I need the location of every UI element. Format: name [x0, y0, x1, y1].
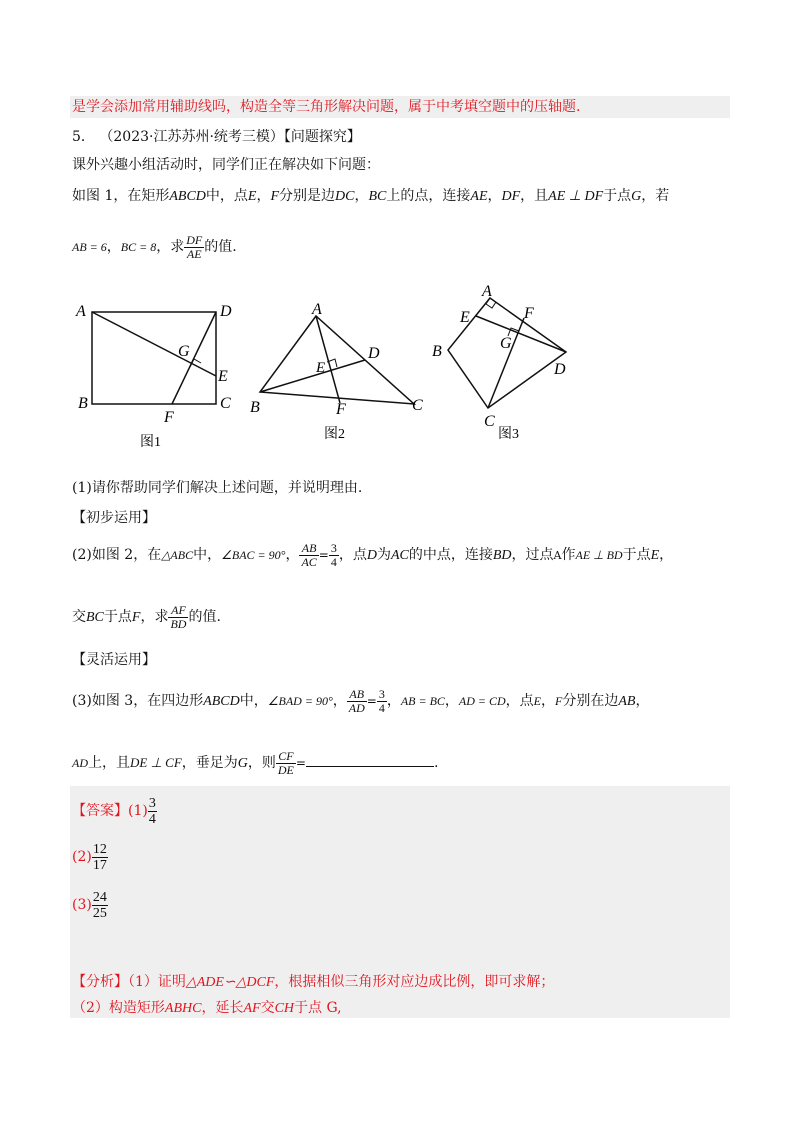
denominator: BD — [170, 616, 187, 631]
denominator: 4 — [378, 700, 385, 715]
math: △ABC — [161, 548, 194, 562]
math: F — [270, 189, 280, 204]
label-b: B — [250, 399, 260, 416]
math: ABCD — [169, 189, 206, 204]
text: (2)如图 2，在 — [72, 547, 162, 563]
analysis-line1 — [72, 972, 554, 993]
math: ABHC — [164, 1001, 202, 1016]
text: ，过点 — [511, 547, 554, 563]
text: ， — [354, 188, 369, 204]
fraction-3-4 — [329, 542, 339, 569]
denominator: AC — [301, 554, 317, 569]
text: ， — [256, 188, 271, 204]
math: BD — [492, 548, 512, 563]
numerator: 3 — [378, 686, 385, 701]
text: ，根据相似三角形对应边成比例，即可求解； — [274, 974, 555, 990]
figure-2 — [246, 300, 436, 448]
label-e: E — [218, 368, 228, 385]
fraction-cf-de — [276, 750, 296, 777]
text: 中，点 — [205, 188, 248, 204]
fraction-df-ae — [184, 234, 204, 261]
question-2-line2 — [72, 600, 221, 635]
answer-3 — [72, 886, 108, 924]
question-3-line2 — [72, 746, 438, 781]
analysis-label: 【分析】 — [72, 974, 128, 990]
text: ，点 — [338, 547, 367, 563]
text: 于点 G, — [294, 1000, 342, 1016]
text: ， — [541, 693, 556, 709]
math: G — [237, 756, 248, 771]
label-b: B — [432, 343, 442, 360]
text: . — [433, 755, 439, 771]
text: ， — [659, 547, 674, 563]
numerator: CF — [276, 750, 296, 764]
numerator: 3 — [148, 795, 156, 811]
text: ， — [635, 693, 650, 709]
text: 分别是边 — [279, 188, 336, 204]
text: ， — [332, 693, 347, 709]
label-e: E — [316, 360, 326, 376]
problem-line3 — [72, 232, 237, 262]
math: ∠BAD = 90° — [267, 694, 333, 708]
label-g: G — [178, 343, 190, 360]
text: 交 — [72, 609, 86, 625]
text: 作 — [561, 547, 576, 563]
equals: = — [295, 756, 306, 770]
numerator: 24 — [92, 889, 107, 905]
text: 上，且 — [88, 755, 130, 771]
math: AE ⊥ BD — [575, 548, 623, 562]
problem-line1: 课外兴趣小组活动时，同学们正在解决如下问题： — [72, 157, 380, 173]
text: ， — [444, 693, 459, 709]
text: 上的点，连接 — [386, 188, 471, 204]
label-c: C — [220, 395, 231, 412]
math: ABCD — [203, 694, 240, 709]
label-d: D — [554, 361, 566, 378]
question-3-line1 — [72, 684, 649, 719]
label-d: D — [220, 303, 232, 320]
label-b: B — [78, 395, 88, 412]
numerator: 12 — [92, 841, 107, 857]
math: AE — [470, 189, 488, 204]
math: A — [553, 549, 562, 562]
section-tag-2: 【初步运用】 — [72, 510, 156, 526]
math: BC — [368, 189, 387, 204]
denominator: DE — [277, 762, 294, 777]
answer-prefix: (2) — [72, 849, 92, 865]
denominator: 17 — [92, 857, 107, 873]
text: ，点 — [505, 693, 534, 709]
answer-prefix: (3) — [72, 897, 92, 913]
answer-fraction-1 — [148, 796, 157, 827]
answer-label: 【答案】 — [72, 803, 128, 819]
segment-ae — [92, 312, 216, 376]
rectangle-abcd — [92, 312, 216, 404]
numerator: AB — [299, 542, 318, 556]
math: CH — [274, 1001, 295, 1016]
text: ， — [487, 188, 502, 204]
equals: = — [318, 548, 329, 562]
analysis-line2 — [72, 998, 342, 1019]
numerator: DF — [186, 232, 203, 247]
label-g: G — [500, 335, 512, 352]
problem-number: 5． — [72, 129, 95, 145]
figure-1 — [68, 296, 248, 456]
label-e: E — [460, 309, 470, 326]
answer-prefix: (1) — [128, 803, 148, 819]
problem-tag: 【问题探究】 — [283, 129, 361, 145]
numerator: 3 — [330, 540, 337, 555]
text: 为 — [376, 547, 391, 563]
label-a: A — [76, 303, 86, 320]
math: D — [366, 548, 377, 563]
label-d: D — [368, 345, 380, 362]
text: （1）证明 — [128, 974, 186, 990]
answer-blank[interactable] — [306, 752, 434, 767]
text: (3)如图 3，在四边形 — [72, 693, 204, 709]
label-c: C — [484, 413, 495, 430]
label-f: F — [164, 409, 174, 426]
text: 的值. — [188, 609, 221, 625]
denominator: AE — [186, 246, 202, 261]
caption-fig3: 图3 — [498, 427, 519, 440]
label-c: C — [412, 397, 423, 414]
label-f: F — [524, 305, 534, 322]
math: F — [131, 610, 141, 625]
text: 交 — [260, 1000, 275, 1016]
math: AB — [618, 694, 636, 709]
text: 的值. — [204, 239, 237, 255]
math: DC — [335, 189, 355, 204]
caption-fig1: 图1 — [140, 435, 161, 450]
text: 于点 — [103, 609, 132, 625]
denominator: AD — [348, 700, 365, 715]
text: ，若 — [641, 188, 670, 204]
text: 如图 1，在矩形 — [72, 188, 170, 204]
math: E — [650, 548, 660, 563]
text: ，求 — [140, 609, 169, 625]
segment-de — [476, 316, 566, 352]
intro-text: 是学会添加常用辅助线吗，构造全等三角形解决问题，属于中考填空题中的压轴题. — [72, 99, 581, 115]
text: 于点 — [622, 547, 651, 563]
figure-3 — [430, 280, 580, 440]
math: F — [555, 694, 563, 708]
math: ∠BAC = 90° — [221, 548, 286, 562]
text: （2）构造矩形 — [72, 1000, 165, 1016]
math: AD = CD — [458, 694, 506, 708]
question-1: (1)请你帮助同学们解决上述问题，并说明理由. — [72, 480, 363, 496]
text: 于点 — [603, 188, 632, 204]
label-a: A — [482, 283, 492, 300]
problem-heading — [72, 127, 361, 147]
equals: = — [366, 694, 377, 708]
text: ，垂足为 — [181, 755, 238, 771]
fraction-ab-ad — [347, 688, 367, 715]
math: DF — [501, 189, 521, 204]
question-2-line1 — [72, 538, 673, 573]
denominator: 25 — [92, 905, 107, 921]
section-tag-3: 【灵活运用】 — [72, 652, 156, 668]
answer-2 — [72, 838, 108, 876]
math: BC — [86, 610, 104, 625]
math: AF — [243, 1001, 261, 1016]
denominator: 4 — [330, 554, 337, 569]
math: BC = 8 — [120, 240, 157, 254]
fraction-ab-ac — [299, 542, 318, 569]
text: 中， — [193, 547, 222, 563]
text: ，则 — [247, 755, 276, 771]
segment-bd — [260, 360, 365, 392]
label-f: F — [336, 401, 346, 418]
answer-1 — [72, 792, 157, 830]
math: AB = 6 — [72, 240, 107, 254]
text: ，且 — [520, 188, 549, 204]
problem-line2 — [72, 186, 669, 207]
answer-fraction-3 — [92, 890, 108, 921]
math: E — [533, 694, 542, 708]
math: G — [631, 189, 642, 204]
text: 分别在边 — [562, 693, 619, 709]
math: E — [247, 189, 257, 204]
fraction-3-4 — [377, 688, 387, 715]
math: AD — [72, 756, 88, 770]
text: ， — [386, 693, 401, 709]
math: AE ⊥ DF — [548, 189, 604, 204]
label-a: A — [312, 301, 322, 318]
math: AC — [390, 548, 409, 563]
problem-source: （2023·江苏苏州·统考三模） — [99, 129, 284, 145]
caption-fig2: 图2 — [324, 427, 345, 442]
text: ，求 — [156, 239, 185, 255]
text: ， — [285, 547, 300, 563]
text: 的中点，连接 — [408, 547, 493, 563]
math: AB = BC — [400, 694, 445, 708]
numerator: AB — [347, 688, 367, 702]
fraction-af-bd — [168, 604, 188, 631]
math: DE ⊥ CF — [130, 755, 182, 770]
numerator: AF — [168, 604, 188, 618]
text: 中， — [239, 693, 268, 709]
denominator: 4 — [148, 811, 156, 827]
text: ， — [106, 239, 121, 255]
text: ，延长 — [201, 1000, 244, 1016]
answer-fraction-2 — [92, 842, 108, 873]
math: △ADE∽△DCF — [185, 975, 275, 990]
